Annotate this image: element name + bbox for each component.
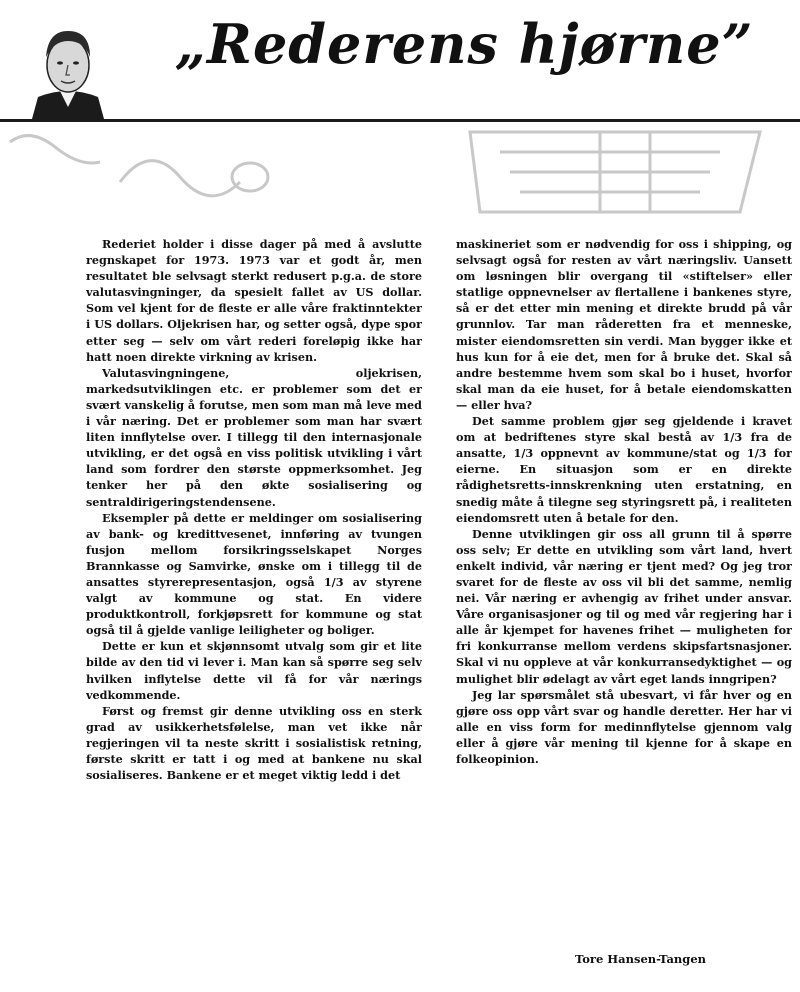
paragraph: Først og fremst gir denne utvikling oss en sterk grad av usikkerhetsfølelse, man vet ikke når regjeringen vil ta neste skritt i sosialistisk retning, første skritt er tatt i og med at bankene nu skal sosialiseres. Bankene er et meget viktig ledd i det xyxy=(86,703,422,783)
ship-sketch-decoration xyxy=(0,122,800,217)
article-column-left xyxy=(86,236,422,986)
article-column-right xyxy=(456,236,792,966)
paragraph: Rederiet holder i disse dager på med å avslutte regnskapet for 1973. 1973 var et godt år, men resultatet ble selvsagt sterkt redusert p.g.a. de store valutasvingninger, da spesielt fallet av US dollar. Som vel kjent for de fleste er alle våre fraktinntekter i US dollars. Oljekrisen har, og setter også, dype spor etter seg — selv om vårt rederi foreløpig ikke har hatt noen direkte virkning av krisen. xyxy=(86,237,422,364)
page-title: „Rederens hjørne” xyxy=(175,12,754,76)
page-header xyxy=(0,0,800,121)
paragraph: Denne utviklingen gir oss all grunn til å spørre oss selv; Er dette en utvikling som vårt land, hvert enkelt individ, vår næring er tjent med? Og jeg tror svaret for de fleste av oss vil bli det samme, nemlig nei. Vår næring er avhengig av frihet under ansvar. Våre organisasjoner og til og med vår regjering har i alle år kjempet for havenes frihet — muligheten for fri konkurranse mellom verdens skipsfartsnasjoner. Skal vi nu oppleve at vår konkurransedyktighet — og mulighet blir ødelagt av vårt eget lands inngripen? xyxy=(456,526,792,686)
author-signature: Tore Hansen-Tangen xyxy=(575,952,706,966)
paragraph: Det samme problem gjør seg gjeldende i kravet om at bedriftenes styre skal bestå av 1/3 fra de ansatte, 1/3 oppnevnt av kommune/stat og 1/3 for eierne. En situasjon som er en direkte rådighetsretts-innskrenkning uten erstatning, en snedig måte å tilegne seg styringsrett på, i realiteten eiendomsrett uten å betale for den. xyxy=(456,414,792,525)
paragraph: Eksempler på dette er meldinger om sosialisering av bank- og kredittvesenet, innføring av tvungen fusjon mellom forsikringsselskapet Norges Brannkasse og Samvirke, ønske om i tillegg til de ansattes styrerepresentasjon, også 1/3 av styrene valgt av kommune og stat. En videre produktkontroll, forkjøpsrett for kommune og stat også til å gjelde vanlige leiligheter og boliger. xyxy=(86,510,422,638)
author-portrait-icon xyxy=(28,17,108,119)
paragraph: Valutasvingningene, oljekrisen, markedsutviklingen etc. er problemer som det er svært vanskelig å forutse, men som man må leve med i vår næring. Det er problemer som man har svært liten innflytelse over. I tillegg til den internasjonale utvikling, er det også en viss politisk utvikling i vårt land som fordrer den største oppmerksomhet. Jeg tenker her på den økte sosialisering og sentraldirigeringstendensene. xyxy=(86,365,422,509)
bleed-through-left xyxy=(0,340,70,980)
paragraph: maskineriet som er nødvendig for oss i shipping, og selvsagt også for resten av vårt næringsliv. Uansett om løsningen blir overgang til «stiftelser» eller statlige oppnevnelser av flertallene i bankenes styre, så er det etter min mening et direkte brudd på vår grunnlov. Tar man råderetten fra et menneske, mister eiendomsretten sin verdi. Man bygger ikke et hus kun for å eie det, men for å bruke det. Skal så andre bestemme hvem som skal bo i huset, hvorfor skal man da eie huset, for å betale eiendomskatten — eller hva? xyxy=(456,237,792,412)
paragraph: Jeg lar spørsmålet stå ubesvart, vi får hver og en gjøre oss opp vårt svar og handle deretter. Her har vi alle en viss form for medinnflytelse gjennom valg eller å gjøre vår mening til kjenne for å skape en folkeopinion. xyxy=(456,687,792,766)
paragraph: Dette er kun et skjønnsomt utvalg som gir et lite bilde av den tid vi lever i. Man kan så spørre seg selv hvilken inflytelse dette vil få for vår nærings vedkommende. xyxy=(86,639,422,702)
